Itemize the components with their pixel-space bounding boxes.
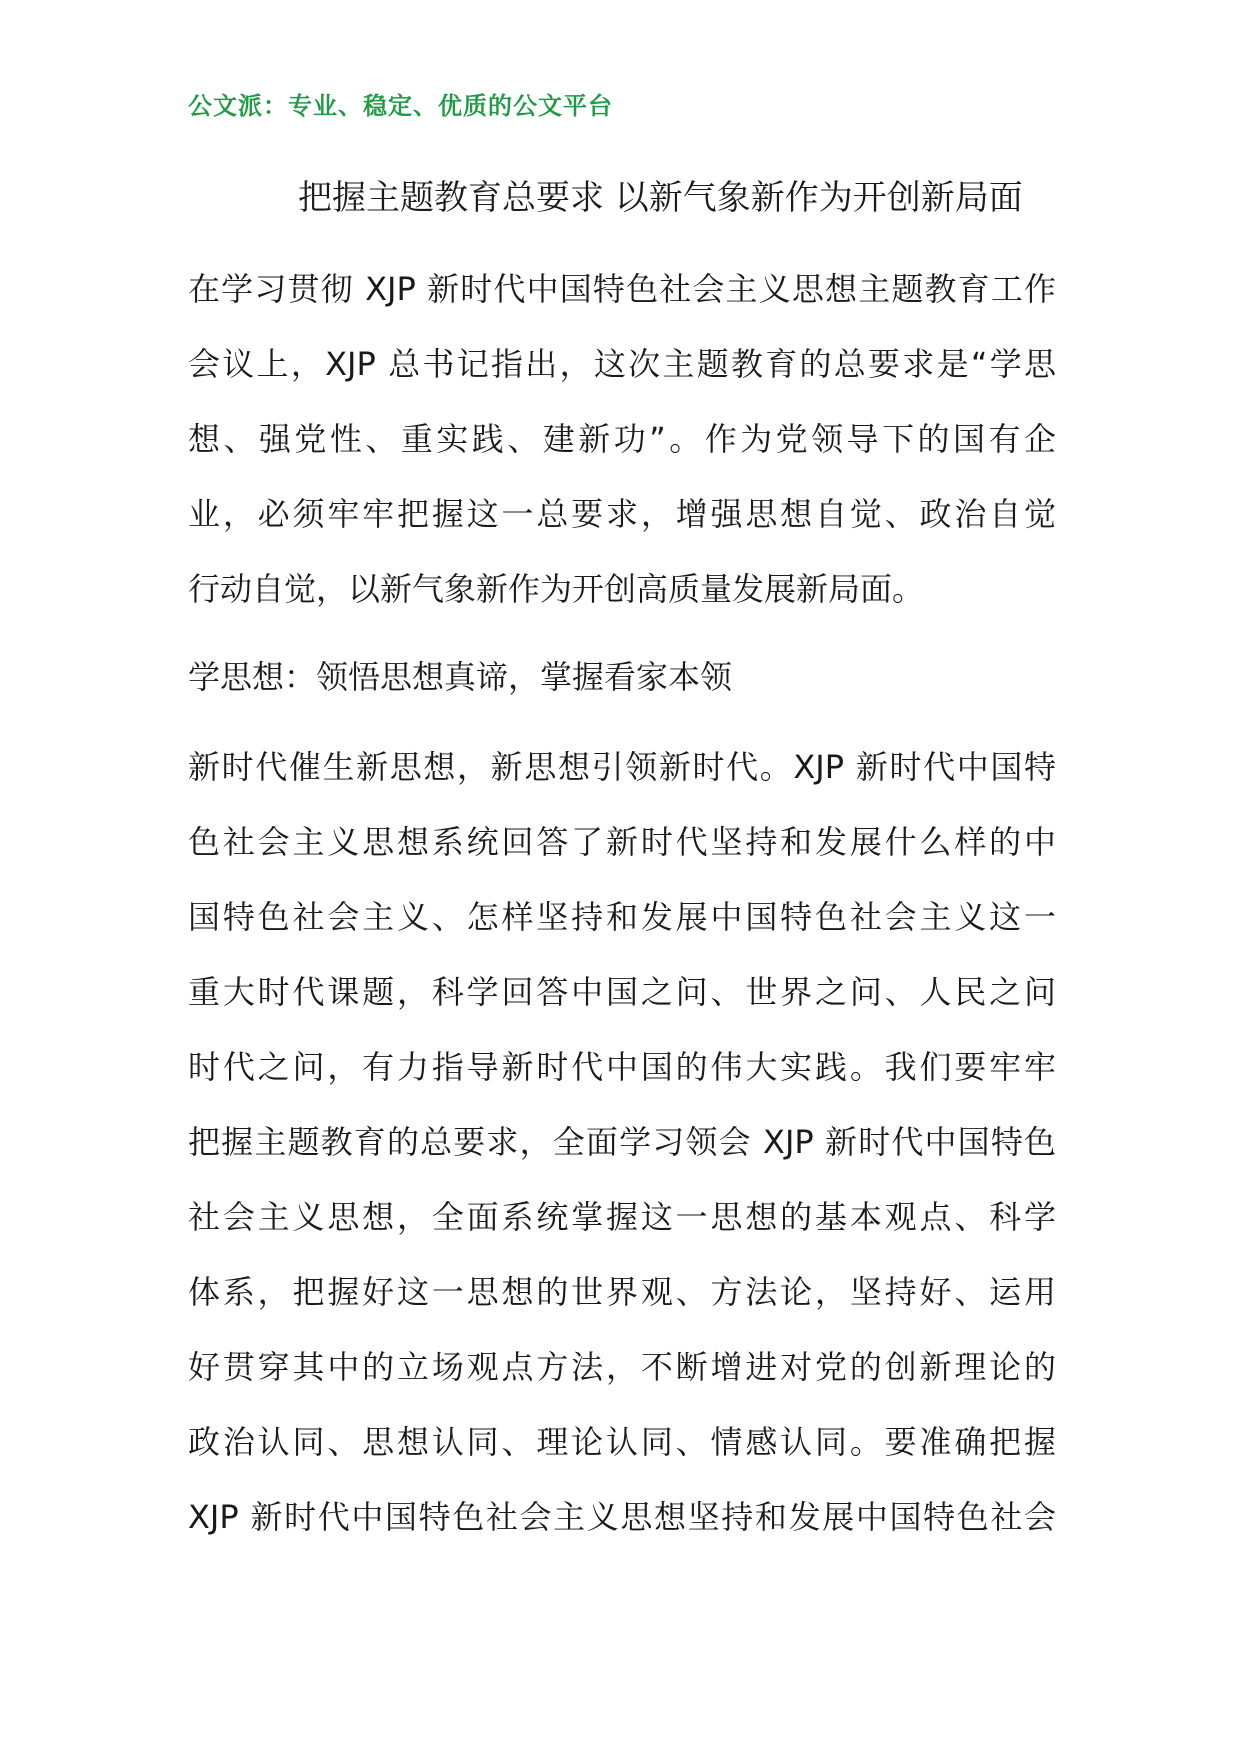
paragraph-line: XJP 新时代中国特色社会主义思想坚持和发展中国特色社会 (188, 1498, 1056, 1536)
paragraph-line: 国特色社会主义、怎样坚持和发展中国特色社会主义这一 (188, 898, 1056, 936)
section-paragraph (188, 730, 1056, 1555)
paragraph-line: 新时代催生新思想，新思想引领新时代。XJP 新时代中国特 (188, 748, 1056, 786)
brand-tagline: 公文派：专业、稳定、优质的公文平台 (188, 91, 613, 120)
paragraph-line: 时代之问，有力指导新时代中国的伟大实践。我们要牢牢 (188, 1048, 1056, 1086)
paragraph-line: 好贯穿其中的立场观点方法，不断增进对党的创新理论的 (188, 1348, 1056, 1386)
paragraph-line: 体系，把握好这一思想的世界观、方法论，坚持好、运用 (188, 1273, 1056, 1311)
paragraph-line: 想、强党性、重实践、建新功”。作为党领导下的国有企 (188, 420, 1056, 458)
paragraph-line: 在学习贯彻 XJP 新时代中国特色社会主义思想主题教育工作 (188, 270, 1056, 308)
paragraph-line: 业，必须牢牢把握这一总要求，增强思想自觉、政治自觉 (188, 495, 1056, 533)
paragraph-line: 会议上，XJP 总书记指出，这次主题教育的总要求是“学思 (188, 345, 1056, 383)
paragraph-line: 社会主义思想，全面系统掌握这一思想的基本观点、科学 (188, 1198, 1056, 1236)
document-title: 把握主题教育总要求 以新气象新作为开创新局面 (298, 178, 1023, 218)
intro-paragraph (188, 252, 1056, 627)
paragraph-line: 色社会主义思想系统回答了新时代坚持和发展什么样的中 (188, 823, 1056, 861)
paragraph-line: 政治认同、思想认同、理论认同、情感认同。要准确把握 (188, 1423, 1056, 1461)
paragraph-line: 行动自觉，以新气象新作为开创高质量发展新局面。 (188, 570, 925, 608)
section-heading: 学思想：领悟思想真谛，掌握看家本领 (188, 658, 733, 696)
paragraph-line: 把握主题教育的总要求，全面学习领会 XJP 新时代中国特色 (188, 1123, 1056, 1161)
paragraph-line: 重大时代课题，科学回答中国之问、世界之问、人民之问 (188, 973, 1056, 1011)
